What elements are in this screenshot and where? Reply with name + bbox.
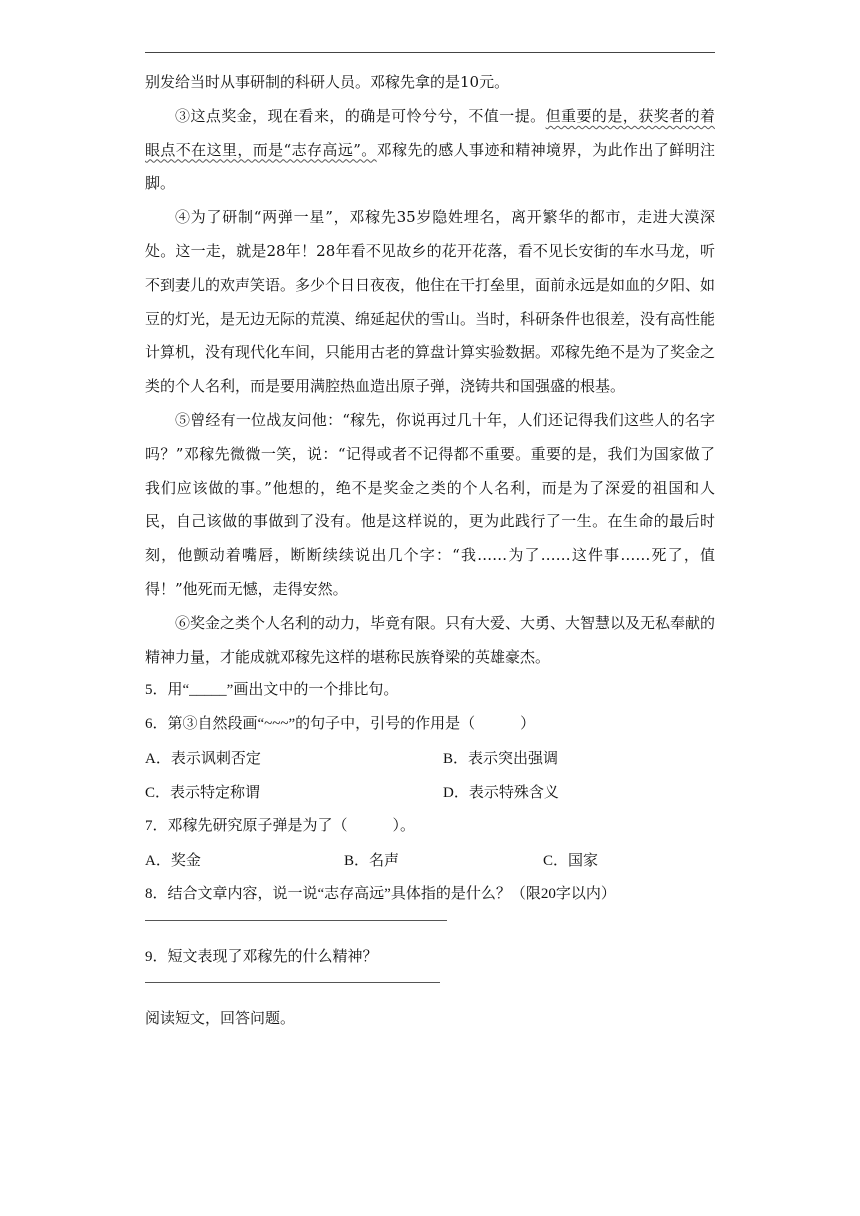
passage-and-questions xyxy=(145,66,715,1037)
question-7-option-a[interactable]: A．奖金 xyxy=(145,852,201,869)
question-9-answer-line[interactable] xyxy=(145,982,440,983)
question-7-stem: 7．邓稼先研究原子弹是为了（ ）。 xyxy=(145,817,416,834)
question-6-option-a[interactable]: A．表示讽刺否定 xyxy=(145,750,261,767)
paragraph-3-tail: 邓稼先的感人事迹和精神境界，为此作出了鲜明注脚。 xyxy=(145,140,715,193)
question-8: 8．结合文章内容，说一说“志存高远”具体指的是什么？（限20字以内） xyxy=(145,885,616,902)
question-6-options-row-1 xyxy=(145,742,715,776)
question-6-options-row-2 xyxy=(145,776,715,810)
question-9: 9．短文表现了邓稼先的什么精神？ xyxy=(145,948,378,965)
question-6-option-b[interactable]: B．表示突出强调 xyxy=(443,750,559,767)
paragraph-5: ⑤曾经有一位战友问他：“稼先，你说再过几十年，人们还记得我们这些人的名字吗？”邓稼先微微一笑，说：“记得或者不记得都不重要。重要的是，我们为国家做了我们应该做的事。”他想的，绝不是奖金之类的个人名利，而是为了深爱的祖国和人民，自己该做的事做到了没有。他是这样说的，更为此践行了一生。在生命的最后时刻，他颤动着嘴唇，断断续续说出几个字：“我……为了……这件事……死了，值得！”他死而无憾，走得安然。 xyxy=(145,410,715,598)
header-rule xyxy=(145,52,715,53)
question-7-option-b[interactable]: B．名声 xyxy=(344,852,400,869)
paragraph-3 xyxy=(145,100,715,201)
paragraph-6: ⑥奖金之类个人名利的动力，毕竟有限。只有大爱、大勇、大智慧以及无私奉献的精神力量，才能成就邓稼先这样的堪称民族脊梁的英雄豪杰。 xyxy=(145,613,716,666)
paragraph-3-wavy-sentence: 但重要的是，获奖者的着眼点不在这里，而是“志存高远”。 xyxy=(145,106,715,159)
question-6-option-d[interactable]: D．表示特殊含义 xyxy=(443,784,559,801)
question-7-option-c[interactable]: C．国家 xyxy=(543,852,599,869)
question-6-option-c[interactable]: C．表示特定称谓 xyxy=(145,784,261,801)
next-section-instruction: 阅读短文，回答问题。 xyxy=(145,1011,296,1028)
passage-line-continued: 别发给当时从事研制的科研人员。邓稼先拿的是10元。 xyxy=(145,73,510,91)
question-6-stem: 6．第③自然段画“~~~”的句子中，引号的作用是（ ） xyxy=(145,716,536,733)
question-7-options xyxy=(145,844,715,878)
paragraph-3-lead: ③这点奖金，现在看来，的确是可怜兮兮，不值一提。 xyxy=(175,106,546,125)
paragraph-4: ④为了研制“两弹一星”，邓稼先35岁隐姓埋名，离开繁华的都市，走进大漠深处。这一走，就是28年！28年看不见故乡的花开花落，看不见长安街的车水马龙，听不到妻儿的欢声笑语。多少个日日夜夜，他住在干打垒里，面前永远是如血的夕阳、如豆的灯光，是无边无际的荒漠、绵延起伏的雪山。当时，科研条件也很差，没有高性能计算机，没有现代化车间，只能用古老的算盘计算实验数据。邓稼先绝不是为了奖金之类的个人名利，而是要用满腔热血造出原子弹，浇铸共和国强盛的根基。 xyxy=(145,208,716,396)
question-5: 5．用“_____”画出文中的一个排比句。 xyxy=(145,682,399,699)
question-8-answer-line[interactable] xyxy=(145,920,447,921)
